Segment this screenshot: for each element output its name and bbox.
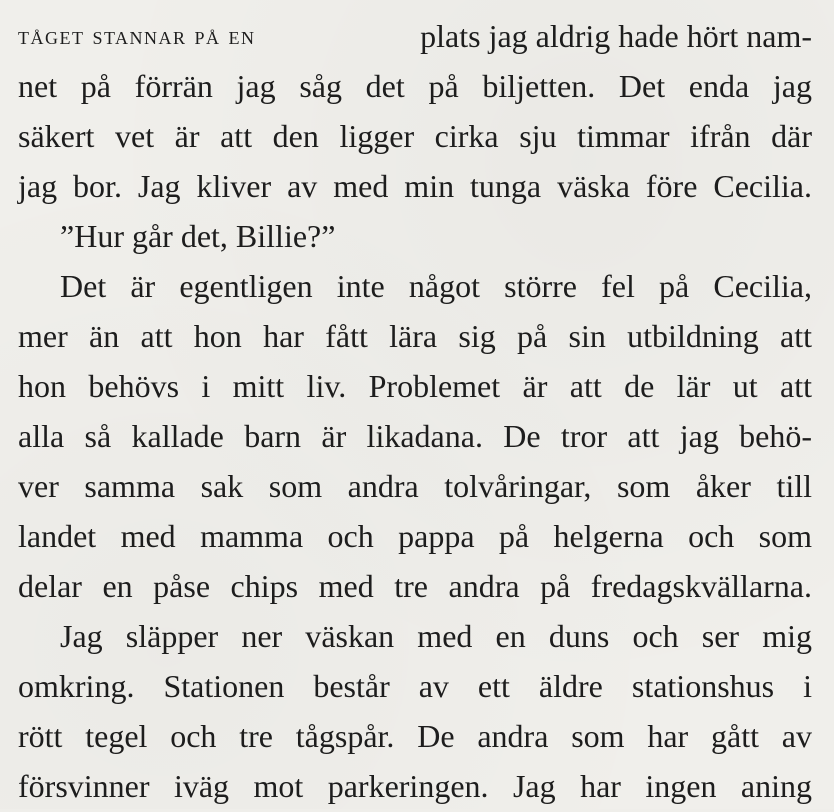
line-text: ver samma sak som andra tolvåringar, som åker till: [18, 468, 812, 504]
line-text: omkring. Stationen består av ett äldre stationshus i: [18, 668, 812, 704]
line-text: försvinner iväg mot parkeringen. Jag har ingen aning: [18, 768, 812, 804]
text-line-8: [18, 360, 812, 412]
text-line-13: [60, 610, 812, 662]
text-line-16: [18, 760, 812, 812]
line-text: rött tegel och tre tågspår. De andra som har gått av: [18, 718, 812, 754]
line-text: jag bor. Jag kliver av med min tunga väska före Cecilia.: [18, 168, 812, 204]
text-line-5: [60, 210, 812, 262]
text-line-4: [18, 160, 812, 212]
text-line-14: [18, 660, 812, 712]
text-line-1: [18, 10, 812, 62]
text-line-12: [18, 560, 812, 612]
line-text: hon behövs i mitt liv. Problemet är att de lär ut att: [18, 368, 812, 404]
text-line-9: [18, 410, 812, 462]
line-text: delar en påse chips med tre andra på fredagskvällarna.: [18, 568, 812, 604]
text-line-6: [60, 260, 812, 312]
text-line-15: [18, 710, 812, 762]
line-text: plats jag aldrig hade hört nam-: [420, 18, 812, 54]
chapter-opening-smallcaps: tåget stannar på en: [18, 21, 256, 50]
text-line-11: [18, 510, 812, 562]
text-line-7: [18, 310, 812, 362]
text-line-2: [18, 60, 812, 112]
text-line-10: [18, 460, 812, 512]
text-line-3: [18, 110, 812, 162]
line-text: ”Hur går det, Billie?”: [60, 218, 336, 254]
line-text: alla så kallade barn är likadana. De tror att jag behö-: [18, 418, 812, 454]
line-text: net på förrän jag såg det på biljetten. Det enda jag: [18, 68, 812, 104]
line-text: säkert vet är att den ligger cirka sju timmar ifrån där: [18, 118, 812, 154]
line-text: mer än att hon har fått lära sig på sin utbildning att: [18, 318, 812, 354]
line-text: landet med mamma och pappa på helgerna och som: [18, 518, 812, 554]
line-text: Det är egentligen inte något större fel på Cecilia,: [60, 268, 812, 304]
line-text: Jag släpper ner väskan med en duns och ser mig: [60, 618, 812, 654]
